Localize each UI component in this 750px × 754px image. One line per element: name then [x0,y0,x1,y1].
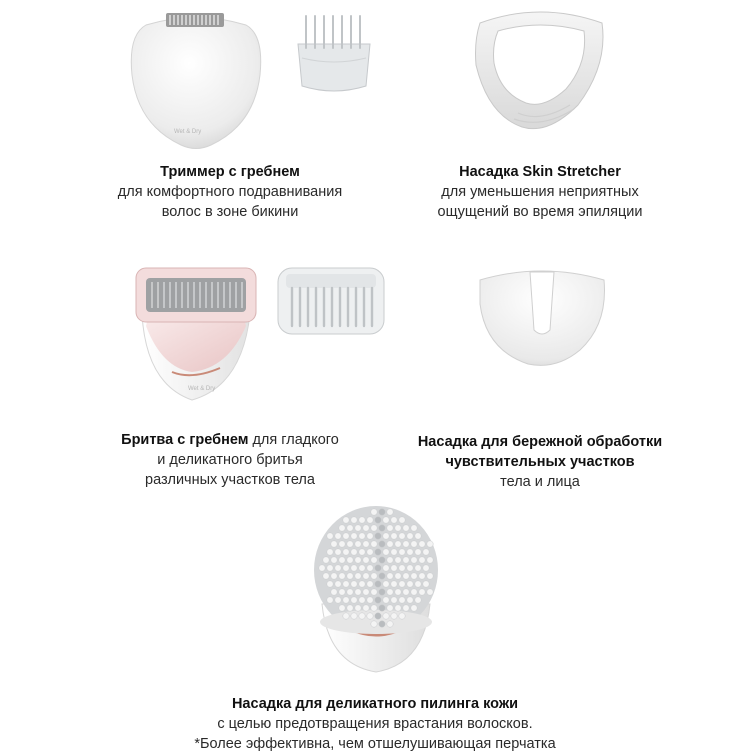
brush-bristle [347,573,353,579]
brush-bristle [411,557,417,563]
brush-bristle [399,613,405,619]
brush-bristle [391,533,397,539]
brush-bristle [327,533,333,539]
brush-bristle [331,541,337,547]
skin-stretcher-desc-line-1: для уменьшения неприятных [441,184,639,200]
brush-bristle [403,525,409,531]
brush-bristle [367,533,373,539]
brush-bristle [411,573,417,579]
brush-bristle [419,557,425,563]
brush-bristle [371,557,377,563]
brush-bristle [395,605,401,611]
brush-bristle [351,565,357,571]
brush-bristle [375,597,381,603]
exfoliation-brush-image [308,504,444,676]
brush-bristle [395,557,401,563]
brush-bristle [395,541,401,547]
skin-stretcher-caption [400,162,680,222]
brush-bristle [395,573,401,579]
exfoliation-brush-caption [170,694,580,754]
sensitive-cap-image [476,264,608,370]
brush-bristle [331,573,337,579]
brush-bristle [399,597,405,603]
brush-bristle [327,581,333,587]
brush-bristle [383,597,389,603]
brush-bristle [395,525,401,531]
brush-bristle [347,605,353,611]
brush-bristle [375,581,381,587]
brush-bristle [407,533,413,539]
brush-bristle [375,565,381,571]
brush-bristle [359,517,365,523]
brush-bristle [387,621,393,627]
brush-bristle [355,557,361,563]
brush-bristle [323,573,329,579]
brush-bristle [427,573,433,579]
brush-bristle [367,581,373,587]
exfoliation-brush-desc-line-2: *Более эффективна, чем отшелушивающая перчатка [194,736,556,752]
brush-bristle [383,565,389,571]
brush-bristle [391,597,397,603]
brush-bristle [387,557,393,563]
brush-bristle [339,589,345,595]
brush-bristle [415,549,421,555]
brush-bristle [419,589,425,595]
brush-bristle [343,565,349,571]
brush-bristle [375,517,381,523]
brush-bristle [387,589,393,595]
brush-bristle [355,541,361,547]
brush-bristle [335,597,341,603]
brush-bristle [347,525,353,531]
shaver-title: Бритва с гребнем [121,432,249,448]
brush-bristle [351,597,357,603]
brush-bristle [391,613,397,619]
brush-bristle [423,565,429,571]
brush-bristle [407,565,413,571]
brush-bristle [387,541,393,547]
brush-bristle [415,565,421,571]
trimmer-title: Триммер с гребнем [160,164,300,180]
brush-bristle [339,525,345,531]
brush-bristle [403,589,409,595]
brush-bristle [343,533,349,539]
brush-bristle [359,533,365,539]
brush-bristle [383,613,389,619]
brush-bristle [355,525,361,531]
brush-bristle [383,549,389,555]
shaver-comb-image [276,266,386,338]
brush-bristle [399,549,405,555]
brush-bristle [427,541,433,547]
sensitive-cap-caption [390,432,690,492]
brush-bristle [379,557,385,563]
brush-bristle [411,589,417,595]
brush-bristle [375,533,381,539]
sensitive-cap-desc-line-1: тела и лица [500,474,580,490]
shaver-title-tail: для гладкого [248,432,339,448]
brush-bristle [339,541,345,547]
skin-stretcher-desc-line-2: ощущений во время эпиляции [437,204,643,220]
brush-bristle [427,557,433,563]
brush-bristle [343,517,349,523]
brush-bristle [415,597,421,603]
brush-bristle [371,605,377,611]
brush-bristle [355,573,361,579]
trimmer-head-image [126,5,266,155]
brush-bristle [403,557,409,563]
brush-bristle [327,597,333,603]
brush-bristle [371,541,377,547]
brush-bristle [383,533,389,539]
brush-bristle [371,589,377,595]
brush-bristle [371,621,377,627]
brush-bristle [359,549,365,555]
brush-bristle [379,589,385,595]
brush-bristle [379,605,385,611]
brush-bristle [427,589,433,595]
brush-bristle [411,541,417,547]
brush-bristle [411,525,417,531]
brush-bristle [351,533,357,539]
brush-bristle [331,589,337,595]
brush-bristle [359,565,365,571]
brush-bristle [339,573,345,579]
shaver-head-image [132,264,260,404]
brush-bristle [387,605,393,611]
brush-bristle [391,517,397,523]
brush-bristle [343,549,349,555]
brush-bristle [323,557,329,563]
brush-bristle [379,525,385,531]
brush-bristle [339,605,345,611]
brush-bristle [403,541,409,547]
brush-bristle [375,549,381,555]
brush-bristle [343,597,349,603]
brush-bristle [399,565,405,571]
brush-bristle [335,565,341,571]
brush-bristle [327,549,333,555]
brush-bristle [383,581,389,587]
brush-bristle [359,613,365,619]
brush-bristle [367,549,373,555]
brush-bristle [415,581,421,587]
brush-bristle [415,533,421,539]
brush-bristle [391,581,397,587]
shaver-desc-line-1: и деликатного бритья [157,452,303,468]
brush-bristle [363,605,369,611]
sensitive-cap-title: Насадка для бережной обработки [417,434,663,450]
brush-bristle [355,605,361,611]
brush-bristle [399,517,405,523]
brush-bristle [407,597,413,603]
brush-bristle [319,565,325,571]
skin-stretcher-title: Насадка Skin Stretcher [459,164,621,180]
brush-bristle [327,565,333,571]
brush-bristle [383,517,389,523]
brush-bristle [387,573,393,579]
brush-bristle [395,589,401,595]
brush-bristle [407,581,413,587]
brush-bristle [363,541,369,547]
brush-bristle [399,533,405,539]
brush-bristle [391,565,397,571]
brush-bristle [399,581,405,587]
brush-bristle [347,541,353,547]
brush-bristle [363,557,369,563]
brush-bristle [359,597,365,603]
sensitive-cap-title-2: чувствительных участков [445,454,635,470]
skin-stretcher-image [470,5,610,137]
exfoliation-brush-title: Насадка для деликатного пилинга кожи [231,696,519,712]
brush-bristle [371,509,377,515]
brush-bristle [363,573,369,579]
brush-bristle [371,525,377,531]
brush-bristle [363,525,369,531]
brush-bristle [423,549,429,555]
brush-bristle [343,613,349,619]
shaver-engraving: Wet & Dry [188,386,216,392]
brush-bristle [423,581,429,587]
brush-bristle [387,509,393,515]
brush-bristle [367,565,373,571]
brush-bristle [335,581,341,587]
brush-bristle [351,581,357,587]
brush-bristle [347,557,353,563]
brush-bristle [375,613,381,619]
brush-bristle [419,541,425,547]
brush-bristle [379,509,385,515]
brush-bristle [403,573,409,579]
brush-bristle [355,589,361,595]
trimmer-caption [90,162,370,222]
brush-bristle [339,557,345,563]
brush-bristle [387,525,393,531]
brush-bristle [335,533,341,539]
brush-bristle [351,613,357,619]
brush-bristle [419,573,425,579]
brush-bristle [407,549,413,555]
brush-bristle [359,581,365,587]
brush-bristle [379,541,385,547]
brush-bristle [351,517,357,523]
shaver-desc-line-2: различных участков тела [145,472,315,488]
brush-bristle [335,549,341,555]
trimmer-comb-image [292,14,376,96]
trimmer-desc-line-2: волос в зоне бикини [161,204,299,220]
exfoliation-brush-desc-line-1: с целью предотвращения врастания волосков. [217,716,533,732]
brush-bristle [363,589,369,595]
brush-bristle [367,613,373,619]
trimmer-desc-line-1: для комфортного подравнивания [117,184,343,200]
brush-bristle [371,573,377,579]
brush-bristle [351,549,357,555]
brush-bristle [403,605,409,611]
brush-bristle [343,581,349,587]
brush-bristle [331,557,337,563]
brush-bristle [367,517,373,523]
brush-bristle [347,589,353,595]
shaver-caption [80,430,380,490]
brush-bristle [379,573,385,579]
brush-bristle [411,605,417,611]
brush-bristle [379,621,385,627]
trimmer-engraving: Wet & Dry [174,129,202,135]
brush-bristle [391,549,397,555]
brush-bristle [367,597,373,603]
